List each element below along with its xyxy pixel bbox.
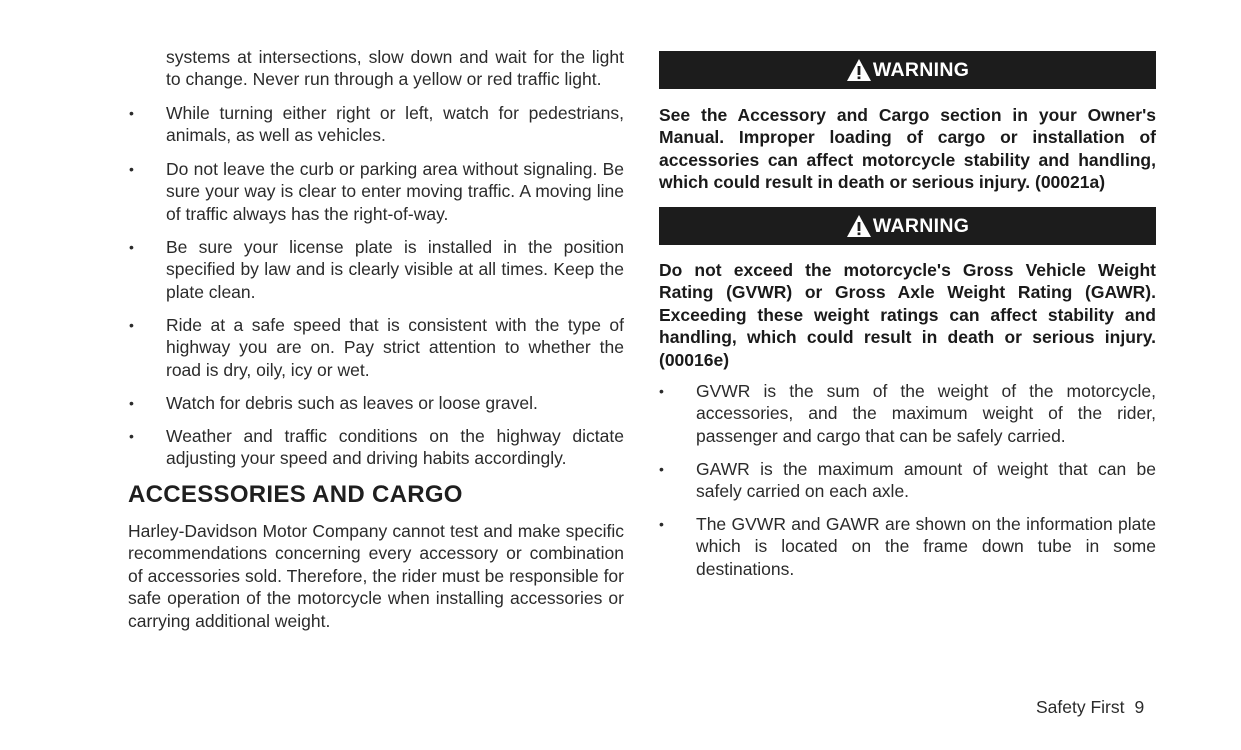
list-item-text: Weather and traffic conditions on the highway dictate adjusting your speed and driving habits accordingly.: [166, 426, 624, 469]
bullet-icon: •: [129, 395, 134, 411]
continued-paragraph: systems at intersections, slow down and wait for the light to change. Never run through a yellow or red traffic light.: [166, 47, 624, 90]
warning-label: WARNING: [872, 58, 970, 81]
bullet-icon: •: [659, 383, 664, 399]
list-item-text: While turning either right or left, watch for pedestrians, animals, as well as vehicles.: [166, 103, 624, 146]
warning-banner: [659, 51, 1156, 89]
bullet-icon: •: [129, 239, 134, 255]
list-item-text: Be sure your license plate is installed in the position specified by law and is clearly visible at all times. Keep the plate clean.: [166, 237, 624, 302]
warning-label: WARNING: [872, 214, 970, 237]
section-heading: ACCESSORIES AND CARGO: [128, 481, 463, 508]
warning-triangle-icon: [846, 214, 872, 238]
warning-triangle-icon: [846, 58, 872, 82]
bullet-icon: •: [129, 105, 134, 121]
list-item-text: GAWR is the maximum amount of weight that can be safely carried on each axle.: [696, 459, 1156, 502]
list-item-text: Ride at a safe speed that is consistent with the type of highway you are on. Pay strict attention to whether the road is dry, oily, icy or wet.: [166, 315, 624, 380]
bullet-icon: •: [659, 461, 664, 477]
warning-banner: [659, 207, 1156, 245]
list-item-text: Watch for debris such as leaves or loose gravel.: [166, 393, 538, 413]
list-item-text: GVWR is the sum of the weight of the motorcycle, accessories, and the maximum weight of the rider, passenger and cargo that can be safely carried.: [696, 381, 1156, 446]
warning-text: Do not exceed the motorcycle's Gross Vehicle Weight Rating (GVWR) or Gross Axle Weight Rating (GAWR). Exceeding these weight ratings can affect stability and handling, which could result in death or serious injury. (00016e): [659, 260, 1156, 370]
section-body: Harley-Davidson Motor Company cannot test and make specific recommendations concerning every accessory or combination of accessories sold. Therefore, the rider must be responsible for safe operation of the motorcycle when installing accessories or carrying additional weight.: [128, 521, 624, 631]
bullet-icon: •: [129, 161, 134, 177]
page-footer: [1036, 697, 1144, 718]
footer-section-title: Safety First: [1036, 697, 1125, 717]
bullet-icon: •: [129, 428, 134, 444]
page-number: 9: [1134, 697, 1145, 717]
warning-text: See the Accessory and Cargo section in your Owner's Manual. Improper loading of cargo or installation of accessories can affect motorcycle stability and handling, which could result in death or serious injury. (00021a): [659, 105, 1156, 193]
bullet-icon: •: [659, 516, 664, 532]
list-item-text: Do not leave the curb or parking area without signaling. Be sure your way is clear to enter moving traffic. A moving line of traffic always has the right-of-way.: [166, 159, 624, 224]
bullet-icon: •: [129, 317, 134, 333]
list-item-text: The GVWR and GAWR are shown on the information plate which is located on the frame down tube in some destinations.: [696, 514, 1156, 579]
